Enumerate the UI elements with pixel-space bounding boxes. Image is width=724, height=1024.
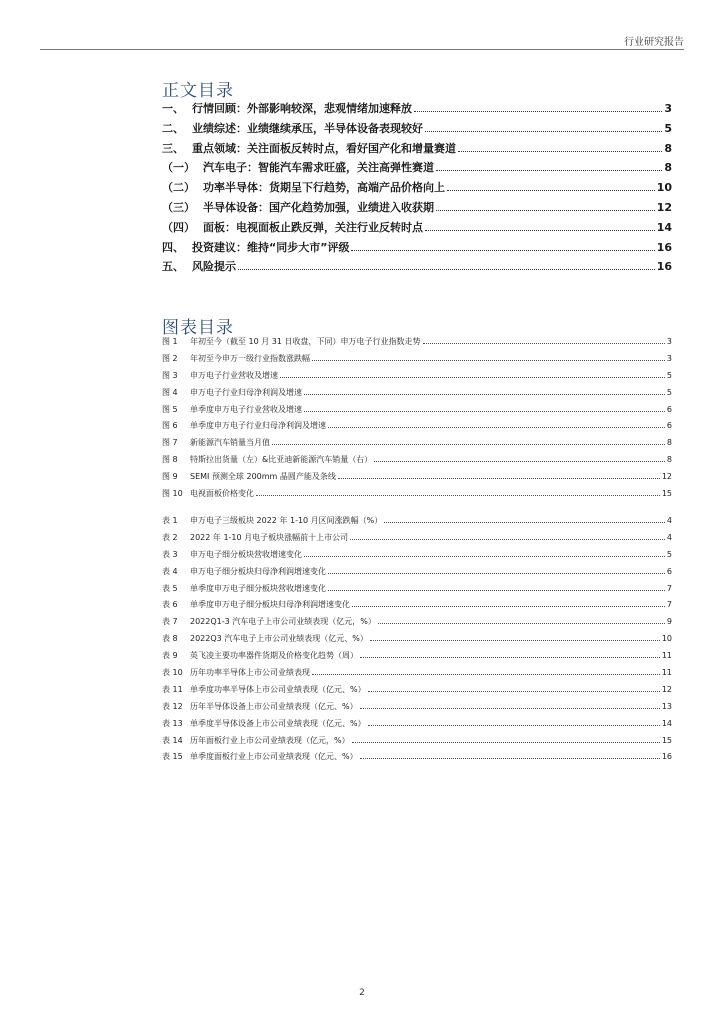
table-entry-number: 表 13 <box>162 718 183 728</box>
table-entry-number: 表 11 <box>162 684 183 694</box>
figure-entry-page: 5 <box>666 370 672 380</box>
table-entry-text: 申万电子细分板块归母净利润增速变化 <box>190 566 326 576</box>
table-entry[interactable] <box>162 699 672 716</box>
table-entry-number: 表 15 <box>162 752 183 762</box>
figure-entry-page: 6 <box>666 421 672 431</box>
figure-entry-number: 图 9 <box>162 472 178 482</box>
table-entry-page: 7 <box>666 583 672 593</box>
toc-entry-number: （一） <box>162 161 195 175</box>
dot-leader <box>368 725 660 726</box>
table-entry-page: 10 <box>661 634 672 644</box>
dot-leader <box>238 269 655 270</box>
toc-entry-number: 二、 <box>162 121 184 135</box>
table-entry-page: 6 <box>666 566 672 576</box>
report-type-label: 行业研究报告 <box>624 37 684 48</box>
table-entry-page: 13 <box>661 701 672 711</box>
figure-entry-number: 图 10 <box>162 489 183 499</box>
toc-entry-page: 3 <box>664 102 672 115</box>
table-entry-number: 表 5 <box>162 583 178 593</box>
table-entry[interactable] <box>162 665 672 682</box>
toc-entry-page: 16 <box>656 240 672 254</box>
toc-entry-page: 12 <box>656 200 672 214</box>
figure-entry-number: 图 6 <box>162 421 178 431</box>
table-entry-text: 单季度面板行业上市公司业绩表现（亿元、%） <box>190 752 358 762</box>
toc-entry[interactable] <box>162 139 672 159</box>
dot-leader <box>338 478 660 479</box>
dot-leader <box>425 230 655 231</box>
table-entry[interactable] <box>162 749 672 766</box>
figure-entry[interactable] <box>162 334 672 351</box>
dot-leader <box>328 427 665 428</box>
dot-leader <box>425 131 662 132</box>
toc-entry-text: 业绩综述：业绩继续承压，半导体设备表现较好 <box>192 121 423 135</box>
figure-entry-text: 单季度申万电子行业归母净利润及增速 <box>190 421 326 431</box>
dot-leader <box>350 539 665 540</box>
table-entry-number: 表 4 <box>162 566 178 576</box>
table-entry-page: 7 <box>666 600 672 610</box>
dot-leader <box>328 590 665 591</box>
table-entry-text: 单季度申万电子细分板块营收增速变化 <box>190 583 326 593</box>
dot-leader <box>378 623 665 624</box>
toc-entry-text: 重点领域：关注面板反转时点，看好国产化和增量赛道 <box>192 141 456 155</box>
table-entry-number: 表 7 <box>162 617 178 627</box>
figure-entry-text: SEMI 预测全球 200mm 晶圆产能及条线 <box>190 472 336 482</box>
table-entry[interactable] <box>162 716 672 733</box>
figure-entry-page: 3 <box>666 353 672 363</box>
figure-entry-page: 6 <box>666 404 672 414</box>
figure-entry-page: 3 <box>666 337 672 346</box>
table-entry[interactable] <box>162 530 672 547</box>
dot-leader <box>436 210 655 211</box>
figure-list <box>162 334 672 503</box>
table-entry-page: 11 <box>661 651 672 661</box>
figure-entry-number: 图 1 <box>162 337 178 346</box>
toc-entry-number: 一、 <box>162 102 184 115</box>
figure-entry-page: 8 <box>666 455 672 465</box>
table-entry-number: 表 12 <box>162 701 183 711</box>
table-entry[interactable] <box>162 733 672 750</box>
table-entry[interactable] <box>162 564 672 581</box>
toc-entry-page: 10 <box>656 181 672 195</box>
dot-leader <box>360 657 660 658</box>
dot-leader <box>312 360 665 361</box>
figure-entry[interactable] <box>162 469 672 486</box>
dot-leader <box>352 742 660 743</box>
figure-entry-text: 年初至今（截至 10 月 31 日收盘，下同）申万电子行业指数走势 <box>190 337 421 346</box>
toc-entry[interactable] <box>162 99 672 119</box>
toc-entry[interactable] <box>162 257 672 277</box>
table-entry-number: 表 6 <box>162 600 178 610</box>
figures-title: 图表目录 <box>162 318 234 338</box>
table-entry-text: 2022 年 1-10 月电子板块涨幅前十上市公司 <box>190 532 349 542</box>
header-divider <box>40 49 684 50</box>
dot-leader <box>414 111 662 112</box>
figure-entry-page: 15 <box>661 489 672 499</box>
table-entry-page: 16 <box>661 752 672 762</box>
table-entry[interactable] <box>162 648 672 665</box>
figure-entry-number: 图 8 <box>162 455 178 465</box>
figure-entry-number: 图 4 <box>162 387 178 397</box>
toc-entry[interactable] <box>162 119 672 139</box>
toc-entry-number: （三） <box>162 200 195 214</box>
dot-leader <box>351 250 654 251</box>
dot-leader <box>423 343 665 344</box>
table-entry[interactable] <box>162 631 672 648</box>
toc-entry[interactable] <box>162 198 672 218</box>
toc-entry-number: （二） <box>162 181 195 195</box>
toc-entry[interactable] <box>162 158 672 178</box>
table-entry-page: 4 <box>666 532 672 542</box>
toc-entry-page: 14 <box>656 220 672 234</box>
table-entry-text: 英飞凌主要功率器件货期及价格变化趋势（周） <box>190 651 358 661</box>
table-entry[interactable] <box>162 581 672 598</box>
table-entry-number: 表 1 <box>162 516 178 525</box>
table-entry[interactable] <box>162 597 672 614</box>
figure-entry[interactable] <box>162 418 672 435</box>
table-entry-text: 单季度半导体设备上市公司业绩表现（亿元、%） <box>190 718 366 728</box>
table-entry[interactable] <box>162 513 672 530</box>
dot-leader <box>374 461 665 462</box>
toc-entry-text: 行情回顾：外部影响较深，悲观情绪加速释放 <box>192 102 412 115</box>
table-entry-number: 表 9 <box>162 651 178 661</box>
dot-leader <box>272 444 665 445</box>
figure-entry-number: 图 5 <box>162 404 178 414</box>
toc-entry-page: 8 <box>664 141 672 155</box>
figure-entry[interactable] <box>162 486 672 503</box>
toc-entry-page: 5 <box>664 121 672 135</box>
toc-entry-page: 16 <box>656 260 672 274</box>
dot-leader <box>304 556 665 557</box>
table-entry-number: 表 8 <box>162 634 178 644</box>
dot-leader <box>352 606 665 607</box>
table-entry-number: 表 2 <box>162 532 178 542</box>
figure-entry-text: 年初至今申万一级行业指数涨跌幅 <box>190 353 310 363</box>
table-entry[interactable] <box>162 614 672 631</box>
toc-entry-number: 四、 <box>162 240 184 254</box>
dot-leader <box>304 411 665 412</box>
table-entry-page: 4 <box>666 516 672 525</box>
figure-entry[interactable] <box>162 402 672 419</box>
figure-entry-text: 新能源汽车销量当月值 <box>190 438 270 448</box>
table-entry-text: 2022Q3 汽车电子上市公司业绩表现（亿元、%） <box>190 634 368 644</box>
figure-entry-number: 图 7 <box>162 438 178 448</box>
dot-leader <box>384 522 665 523</box>
table-entry-text: 申万电子三级板块 2022 年 1-10 月区间涨跌幅（%） <box>190 516 383 525</box>
toc-entry[interactable] <box>162 218 672 238</box>
toc-entry[interactable] <box>162 178 672 198</box>
figure-entry-number: 图 2 <box>162 353 178 363</box>
table-entry-page: 5 <box>666 549 672 559</box>
table-entry-text: 单季度申万电子细分板块归母净利润增速变化 <box>190 600 350 610</box>
toc-list <box>162 99 672 277</box>
toc-entry[interactable] <box>162 238 672 258</box>
toc-entry-page: 8 <box>664 161 672 175</box>
figure-entry[interactable] <box>162 351 672 368</box>
table-entry-page: 11 <box>661 668 672 678</box>
dot-leader <box>312 674 660 675</box>
dot-leader <box>360 708 660 709</box>
toc-entry-text: 半导体设备：国产化趋势加强，业绩进入收获期 <box>203 200 434 214</box>
figure-entry-text: 特斯拉出货量（左）&比亚迪新能源汽车销量（右） <box>190 455 373 465</box>
dot-leader <box>280 377 665 378</box>
toc-entry-number: （四） <box>162 220 195 234</box>
table-entry-text: 历年半导体设备上市公司业绩表现（亿元、%） <box>190 701 358 711</box>
table-entry-page: 14 <box>661 718 672 728</box>
toc-title: 正文目录 <box>162 81 234 101</box>
table-entry-number: 表 14 <box>162 735 183 745</box>
dot-leader <box>370 640 660 641</box>
table-entry-page: 12 <box>661 684 672 694</box>
dot-leader <box>328 573 665 574</box>
toc-entry-text: 功率半导体：货期呈下行趋势，高端产品价格向上 <box>203 181 445 195</box>
page-number: 2 <box>359 988 365 998</box>
table-entry-page: 9 <box>666 617 672 627</box>
toc-entry-text: 面板：电视面板止跌反弹，关注行业反转时点 <box>203 220 423 234</box>
toc-entry-text: 投资建议：维持“同步大市”评级 <box>192 240 350 254</box>
figure-entry[interactable] <box>162 452 672 469</box>
toc-entry-text: 风险提示 <box>192 260 236 274</box>
dot-leader <box>256 495 660 496</box>
figure-entry-text: 申万电子行业营收及增速 <box>190 370 278 380</box>
dot-leader <box>304 394 665 395</box>
figure-entry-text: 申万电子行业归母净利润及增速 <box>190 387 302 397</box>
dot-leader <box>447 190 655 191</box>
dot-leader <box>436 170 662 171</box>
figure-entry-text: 单季度申万电子行业营收及增速 <box>190 404 302 414</box>
figure-entry[interactable] <box>162 435 672 452</box>
table-entry-text: 历年面板行业上市公司业绩表现（亿元，%） <box>190 735 350 745</box>
table-entry-text: 2022Q1-3 汽车电子上市公司业绩表现（亿元，%） <box>190 617 376 627</box>
dot-leader <box>458 151 662 152</box>
table-entry-number: 表 3 <box>162 549 178 559</box>
toc-entry-number: 五、 <box>162 260 184 274</box>
figure-entry-page: 8 <box>666 438 672 448</box>
toc-entry-number: 三、 <box>162 141 184 155</box>
table-entry-page: 15 <box>661 735 672 745</box>
dot-leader <box>368 691 660 692</box>
figure-entry-page: 5 <box>666 387 672 397</box>
figure-entry-text: 电视面板价格变化 <box>190 489 254 499</box>
figure-entry[interactable] <box>162 385 672 402</box>
dot-leader <box>360 758 660 759</box>
table-entry[interactable] <box>162 547 672 564</box>
table-entry-text: 历年功率半导体上市公司业绩表现 <box>190 668 310 678</box>
figure-entry[interactable] <box>162 368 672 385</box>
table-entry-number: 表 10 <box>162 668 183 678</box>
figure-entry-number: 图 3 <box>162 370 178 380</box>
table-entry-text: 单季度功率半导体上市公司业绩表现（亿元、%） <box>190 684 366 694</box>
table-list <box>162 513 672 766</box>
toc-entry-text: 汽车电子：智能汽车需求旺盛，关注高弹性赛道 <box>203 161 434 175</box>
table-entry-text: 申万电子细分板块营收增速变化 <box>190 549 302 559</box>
figure-entry-page: 12 <box>661 472 672 482</box>
table-entry[interactable] <box>162 682 672 699</box>
